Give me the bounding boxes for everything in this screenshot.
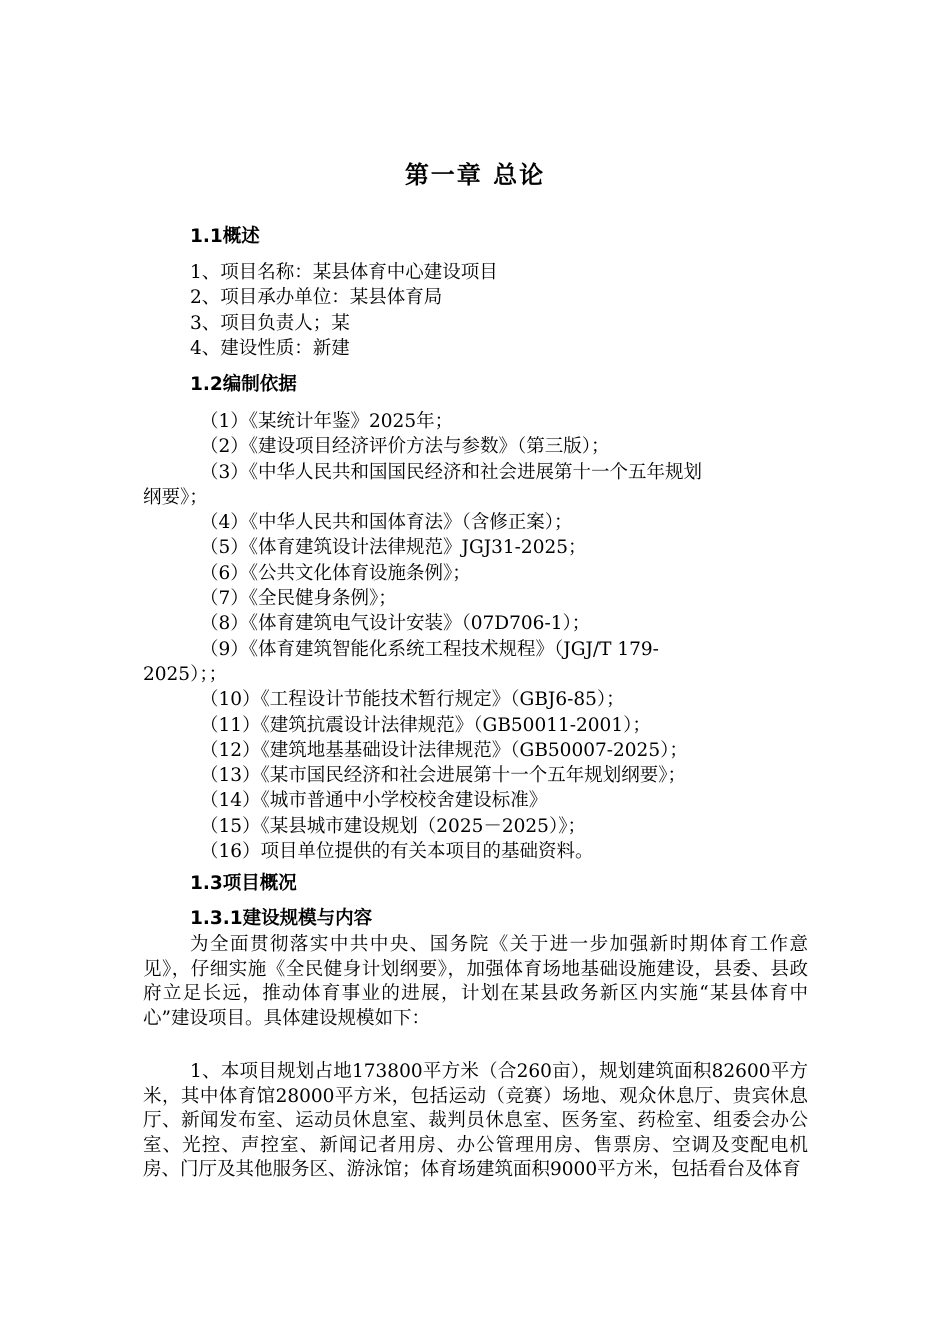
- reference-item: （6）《公共文化体育设施条例》；: [200, 562, 471, 584]
- section-1-3: [143, 871, 808, 897]
- reference-item: （9）《体育建筑智能化系统工程技术规程》（JGJ/T 179-: [200, 638, 659, 660]
- section-1-3-1: [143, 906, 808, 932]
- section-1-2-items: [143, 409, 808, 864]
- paragraph-text: 为全面贯彻落实中共中央、国务院《关于进一步加强新时期体育工作意见》，仔细实施《全民健身计划纲要》，加强体育场地基础设施建设，县委、县政府立足长远，推动体育事业的进展，计划在某县政务新区内实施“某县体育中心”建设项目。具体建设规模如下：: [143, 934, 808, 1029]
- paragraph-text: 1、本项目规划占地173800平方米（合260亩），规划建筑面积82600平方米，其中体育馆28000平方米，包括运动（竞赛）场地、观众休息厅、贵宾休息厅、新闻发布室、运动员休息室、裁判员休息室、医务室、药检室、组委会办公室、光控、声控室、新闻记者用房、办公管理用房、售票房、空调及变配电机房、门厅及其他服务区、游泳馆；体育场建筑面积9000平方米，包括看台及体育: [143, 1061, 808, 1181]
- section-1-1: [143, 224, 808, 250]
- section-heading-1-1: 1.1概述: [190, 226, 260, 247]
- reference-item: （2）《建设项目经济评价方法与参数》（第三版）；: [200, 436, 610, 458]
- reference-item-continuation: 2025）；；: [143, 663, 228, 685]
- body-paragraph-1: [143, 933, 808, 1031]
- chapter-title: 第一章 总论: [404, 161, 546, 189]
- list-item: 4、建设性质：新建: [190, 337, 350, 359]
- list-item: 2、项目承办单位：某县体育局: [190, 287, 443, 309]
- list-item: 1、项目名称：某县体育中心建设项目: [190, 262, 498, 283]
- section-1-1-items: [143, 260, 808, 361]
- reference-item: （14）《城市普通中小学校校舍建设标准》: [200, 790, 548, 812]
- list-item: 3、项目负责人；某: [190, 312, 350, 334]
- reference-item: （3）《中华人民共和国国民经济和社会进展第十一个五年规划: [200, 461, 703, 483]
- reference-item: （1）《某统计年鉴》2025年；: [200, 411, 454, 432]
- reference-item: （10）《工程设计节能技术暂行规定》（GBJ6-85）；: [200, 689, 625, 711]
- section-1-2: [143, 372, 808, 398]
- reference-item: （8）《体育建筑电气设计安装》（07D706-1）；: [200, 613, 591, 635]
- body-paragraph-2: [143, 1060, 808, 1183]
- reference-item: （4）《中华人民共和国体育法》（含修正案）；: [200, 512, 573, 534]
- reference-item: （13）《某市国民经济和社会进展第十一个五年规划纲要》；: [200, 765, 687, 787]
- reference-item: （12）《建筑地基基础设计法律规范》（GB50007-2025）；: [200, 739, 688, 761]
- reference-item: （7）《全民健身条例》；: [200, 588, 397, 610]
- reference-item: （5）《体育建筑设计法律规范》JGJ31-2025；: [200, 537, 587, 559]
- section-heading-1-2: 1.2编制依据: [190, 374, 297, 395]
- section-heading-1-3: 1.3项目概况: [190, 873, 297, 894]
- reference-item-continuation: 纲要》；: [143, 486, 208, 508]
- reference-item: （15）《某县城市建设规划（2025－2025）》；: [200, 815, 586, 837]
- reference-item: （11）《建筑抗震设计法律规范》（GB50011-2001）；: [200, 714, 651, 736]
- reference-item: （16）项目单位提供的有关本项目的基础资料。: [200, 841, 594, 863]
- section-heading-1-3-1: 1.3.1建设规模与内容: [190, 908, 373, 929]
